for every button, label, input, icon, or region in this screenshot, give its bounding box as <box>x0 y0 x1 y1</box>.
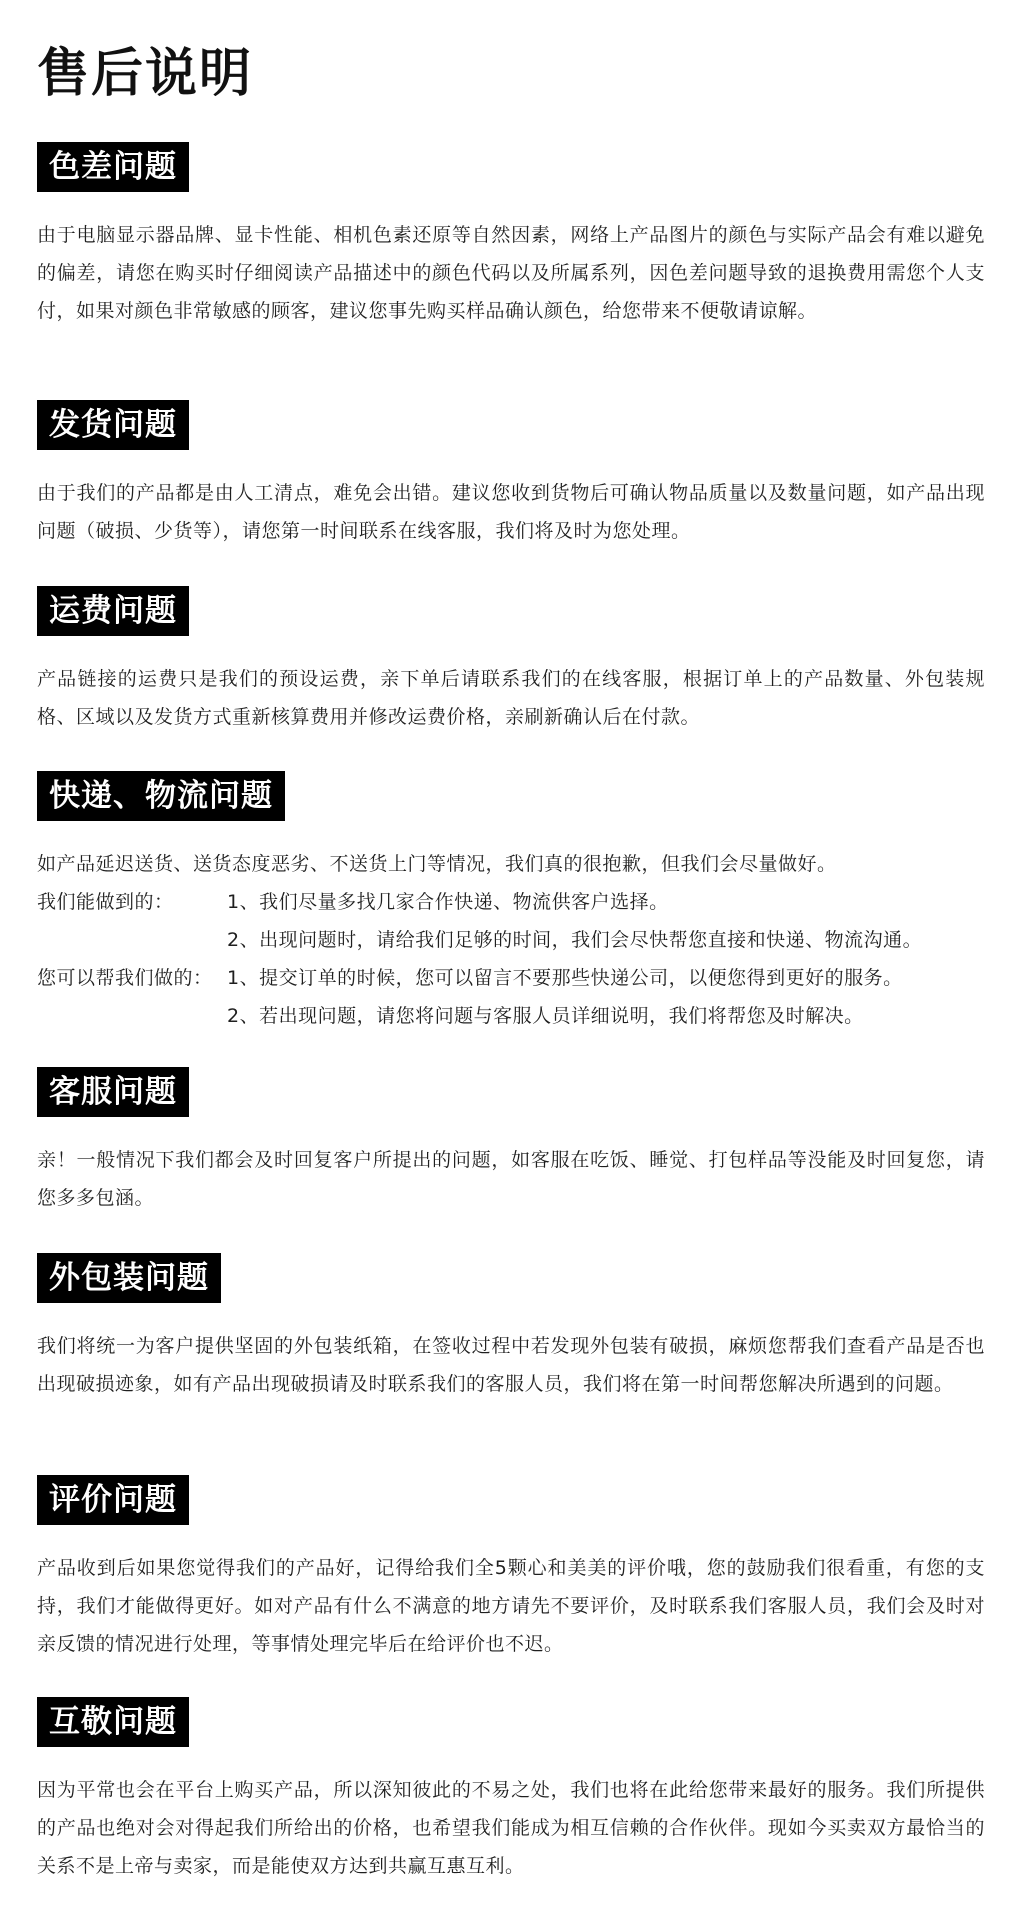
list-item: 1、提交订单的时候，您可以留言不要那些快递公司，以便您得到更好的服务。 <box>227 967 903 989</box>
section-paragraph: 由于电脑显示器品牌、显卡性能、相机色素还原等自然因素，网络上产品图片的颜色与实际产品会有难以避免的偏差，请您在购买时仔细阅读产品描述中的颜色代码以及所属系列，因色差问题导致的退换费用需您个人支付，如果对颜色非常敏感的顾客，建议您事先购买样品确认颜色，给您带来不便敬请谅解。 <box>37 224 985 322</box>
section-paragraph: 由于我们的产品都是由人工清点，难免会出错。建议您收到货物后可确认物品质量以及数量问题，如产品出现问题（破损、少货等），请您第一时间联系在线客服，我们将及时为您处理。 <box>37 482 985 542</box>
section-color-difference <box>37 142 985 330</box>
section-shipping <box>37 400 985 550</box>
list-item: 1、我们尽量多找几家合作快递、物流供客户选择。 <box>227 891 669 913</box>
list-row <box>37 959 985 997</box>
can-do-label: 我们能做到的： <box>37 891 174 913</box>
section-paragraph: 产品收到后如果您觉得我们的产品好，记得给我们全5颗心和美美的评价哦，您的鼓励我们很看重，有您的支持，我们才能做得更好。如对产品有什么不满意的地方请先不要评价，及时联系我们客服人员，我们会及时对亲反馈的情况进行处理，等事情处理完毕后在给评价也不迟。 <box>37 1557 985 1655</box>
section-paragraph: 如产品延迟送货、送货态度恶劣、不送货上门等情况，我们真的很抱歉，但我们会尽量做好。 <box>37 853 837 875</box>
section-body <box>37 474 985 550</box>
section-paragraph: 我们将统一为客户提供坚固的外包装纸箱，在签收过程中若发现外包装有破损，麻烦您帮我们查看产品是否也出现破损迹象，如有产品出现破损请及时联系我们的客服人员，我们将在第一时间帮您解决所遇到的问题。 <box>37 1335 985 1395</box>
help-label: 您可以帮我们做的： <box>37 967 213 989</box>
section-heading: 发货问题 <box>37 400 189 450</box>
section-body <box>37 660 985 736</box>
section-packaging <box>37 1253 985 1403</box>
section-body <box>37 1327 985 1403</box>
section-paragraph: 产品链接的运费只是我们的预设运费，亲下单后请联系我们的在线客服，根据订单上的产品数量、外包装规格、区域以及发货方式重新核算费用并修改运费价格，亲刷新确认后在付款。 <box>37 668 985 728</box>
section-heading: 色差问题 <box>37 142 189 192</box>
section-body <box>37 1771 985 1885</box>
list-row <box>37 997 985 1035</box>
section-heading: 快递、物流问题 <box>37 771 285 821</box>
section-body <box>37 1549 985 1663</box>
section-mutual-respect <box>37 1697 985 1885</box>
section-paragraph: 因为平常也会在平台上购买产品，所以深知彼此的不易之处，我们也将在此给您带来最好的服务。我们所提供的产品也绝对会对得起我们所给出的价格，也希望我们能成为相互信赖的合作伙伴。现如今买卖双方最恰当的关系不是上帝与卖家，而是能使双方达到共赢互惠互利。 <box>37 1779 985 1877</box>
section-reviews <box>37 1475 985 1663</box>
section-freight <box>37 586 985 736</box>
list-row <box>37 921 985 959</box>
section-heading: 运费问题 <box>37 586 189 636</box>
section-heading: 评价问题 <box>37 1475 189 1525</box>
section-body <box>37 845 985 1035</box>
list-item: 2、出现问题时，请给我们足够的时间，我们会尽快帮您直接和快递、物流沟通。 <box>227 929 923 951</box>
list-label-spacer <box>37 921 227 959</box>
section-paragraph: 亲！一般情况下我们都会及时回复客户所提出的问题，如客服在吃饭、睡觉、打包样品等没能及时回复您，请您多多包涵。 <box>37 1149 985 1209</box>
section-body <box>37 216 985 330</box>
section-logistics <box>37 771 985 1035</box>
page-title: 售后说明 <box>37 44 254 104</box>
section-heading: 外包装问题 <box>37 1253 221 1303</box>
section-heading: 互敬问题 <box>37 1697 189 1747</box>
list-row <box>37 883 985 921</box>
section-body <box>37 1141 985 1217</box>
list-label-spacer <box>37 997 227 1035</box>
section-heading: 客服问题 <box>37 1067 189 1117</box>
section-customer-service <box>37 1067 985 1217</box>
list-item: 2、若出现问题，请您将问题与客服人员详细说明，我们将帮您及时解决。 <box>227 1005 864 1027</box>
